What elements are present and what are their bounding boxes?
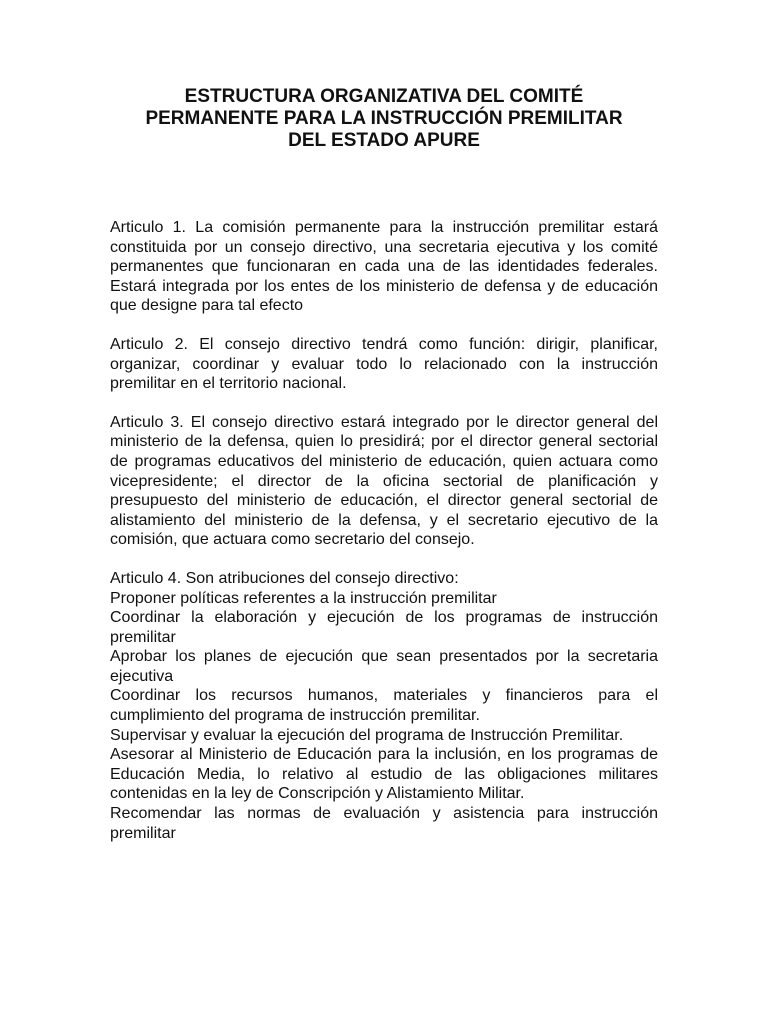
article-4-heading: Articulo 4. Son atribuciones del consejo directivo: <box>110 569 459 587</box>
list-item: Aprobar los planes de ejecución que sean presentados por la secretaria ejecutiva <box>110 648 658 685</box>
title-line: PERMANENTE PARA LA INSTRUCCIÓN PREMILITAR <box>145 108 623 129</box>
article-4 <box>110 569 658 843</box>
list-item: Recomendar las normas de evaluación y asistencia para instrucción premilitar <box>110 805 658 842</box>
title-line: DEL ESTADO APURE <box>288 130 480 151</box>
document-body <box>110 218 658 843</box>
list-item: Proponer políticas referentes a la instrucción premilitar <box>110 589 497 607</box>
article-3: Articulo 3. El consejo directivo estará integrado por le director general del ministerio de la defensa, quien lo presidirá; por el director general sectorial de programas educativos del ministerio de educación, quien actuara como vicepresidente; el director de la oficina sectorial de planificación y presupuesto del ministerio de educación, el director general sectorial de alistamiento del ministerio de la defensa, y el secretario ejecutivo de la comisión, que actuara como secretario del consejo. <box>110 413 658 549</box>
list-item: Coordinar los recursos humanos, materiales y financieros para el cumplimiento del programa de instrucción premilitar. <box>110 687 658 725</box>
list-item: Supervisar y evaluar la ejecución del programa de Instrucción Premilitar. <box>110 726 624 744</box>
article-2: Articulo 2. El consejo directivo tendrá como función: dirigir, planificar, organizar, coordinar y evaluar todo lo relacionado con la instrucción premilitar en el territorio nacional. <box>110 335 658 393</box>
article-1: Articulo 1. La comisión permanente para la instrucción premilitar estará constituida por un consejo directivo, una secretaria ejecutiva y los comité permanentes que funcionaran en cada una de las identidades federales. Estará integrada por los entes de los ministerio de defensa y de educación que designe para tal efecto <box>110 219 658 315</box>
list-item: Coordinar la elaboración y ejecución de los programas de instrucción premilitar <box>110 609 658 646</box>
list-item: Asesorar al Ministerio de Educación para la inclusión, en los programas de Educación Media, lo relativo al estudio de las obligaciones militares contenidas en la ley de Conscripción y Alistamiento Militar. <box>110 746 658 803</box>
document-title <box>100 86 668 152</box>
title-line: ESTRUCTURA ORGANIZATIVA DEL COMITÉ <box>184 86 584 107</box>
article-4-list <box>110 589 658 844</box>
